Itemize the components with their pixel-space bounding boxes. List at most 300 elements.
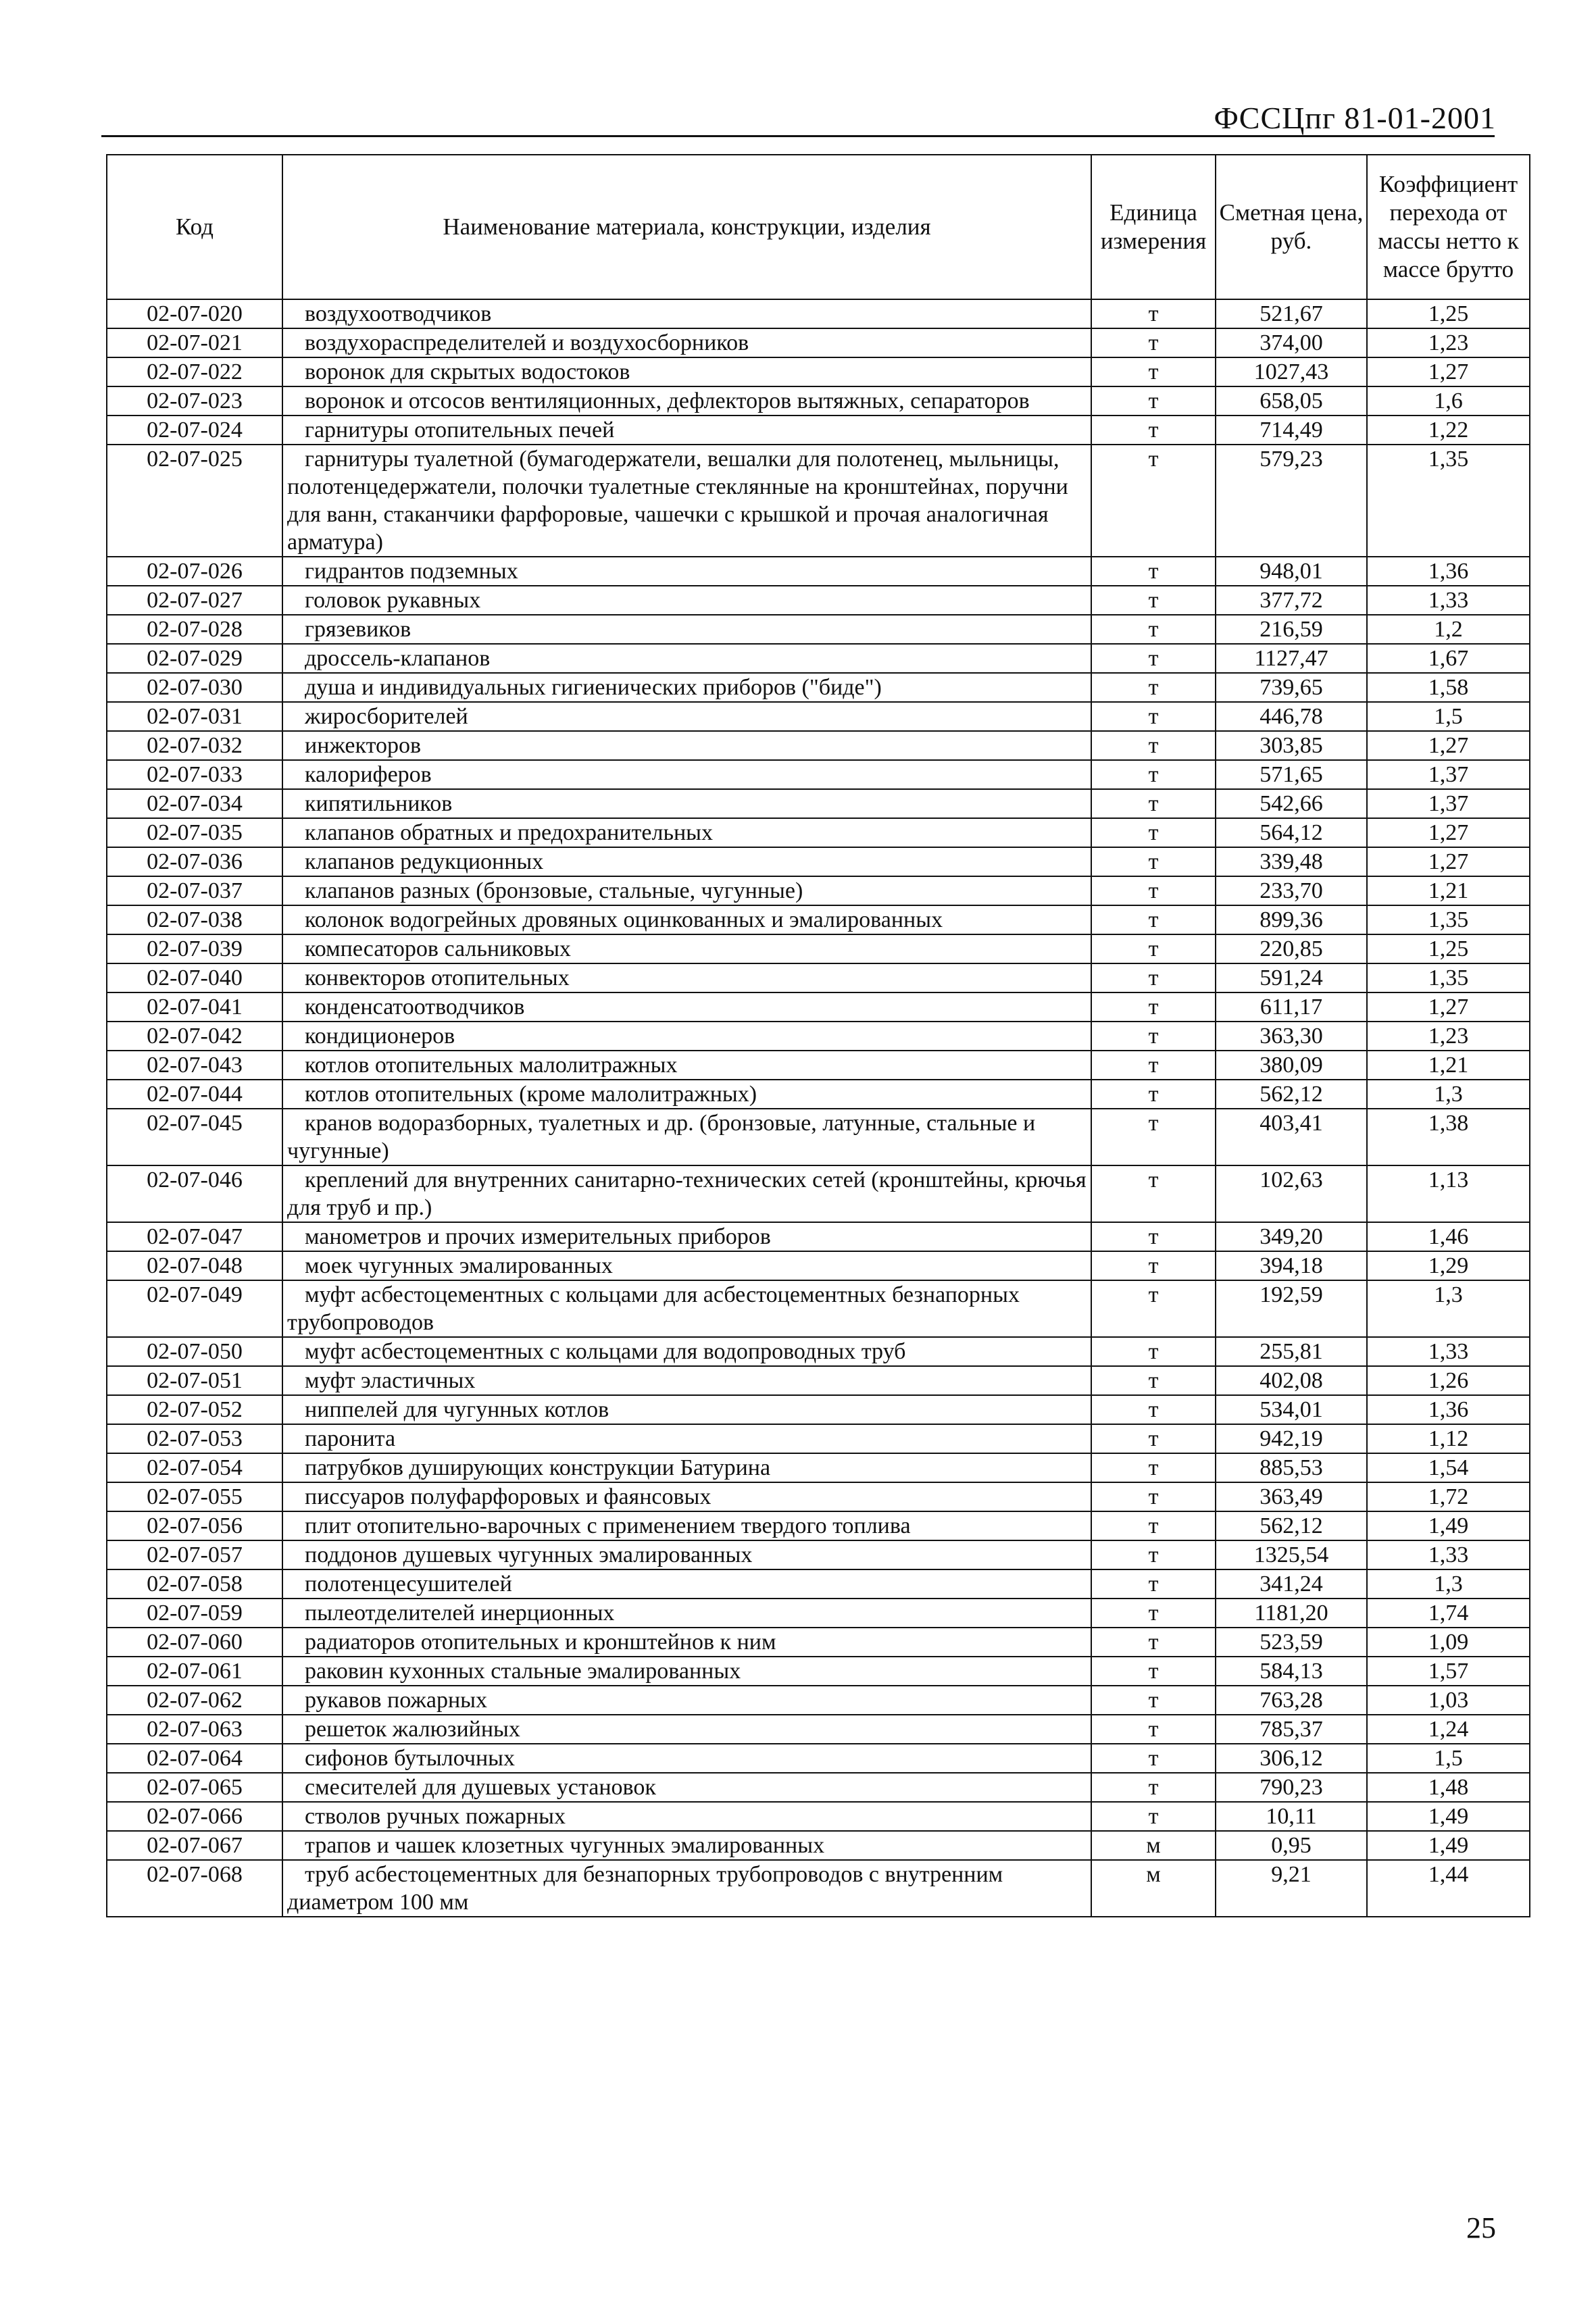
row-price: 1181,20 bbox=[1216, 1599, 1367, 1628]
row-name: клапанов разных (бронзовые, стальные, чугунные) bbox=[282, 876, 1091, 905]
table-row bbox=[107, 615, 1530, 644]
row-name: котлов отопительных (кроме малолитражных) bbox=[282, 1080, 1091, 1109]
row-coefficient: 1,25 bbox=[1367, 299, 1530, 328]
row-code: 02-07-062 bbox=[107, 1686, 282, 1715]
row-coefficient: 1,36 bbox=[1367, 1395, 1530, 1424]
row-name: трапов и чашек клозетных чугунных эмалированных bbox=[282, 1831, 1091, 1860]
table-row bbox=[107, 1109, 1530, 1165]
row-coefficient: 1,13 bbox=[1367, 1165, 1530, 1222]
row-price: 233,70 bbox=[1216, 876, 1367, 905]
row-unit: т bbox=[1091, 1511, 1216, 1540]
row-price: 579,23 bbox=[1216, 445, 1367, 557]
row-price: 216,59 bbox=[1216, 615, 1367, 644]
row-name: радиаторов отопительных и кронштейнов к ним bbox=[282, 1628, 1091, 1657]
table-row bbox=[107, 760, 1530, 789]
row-coefficient: 1,48 bbox=[1367, 1773, 1530, 1802]
row-name: кранов водоразборных, туалетных и др. (бронзовые, латунные, стальные и чугунные) bbox=[282, 1109, 1091, 1165]
table-row bbox=[107, 1540, 1530, 1569]
row-price: 1325,54 bbox=[1216, 1540, 1367, 1569]
row-price: 363,30 bbox=[1216, 1022, 1367, 1051]
row-name: воронок и отсосов вентиляционных, дефлекторов вытяжных, сепараторов bbox=[282, 386, 1091, 416]
table-row bbox=[107, 1686, 1530, 1715]
table-row bbox=[107, 934, 1530, 963]
row-code: 02-07-021 bbox=[107, 328, 282, 357]
table-row bbox=[107, 1599, 1530, 1628]
row-coefficient: 1,27 bbox=[1367, 357, 1530, 386]
table-row bbox=[107, 1744, 1530, 1773]
table-row bbox=[107, 847, 1530, 876]
row-price: 374,00 bbox=[1216, 328, 1367, 357]
row-name: стволов ручных пожарных bbox=[282, 1802, 1091, 1831]
row-price: 402,08 bbox=[1216, 1366, 1367, 1395]
row-name: полотенцесушителей bbox=[282, 1569, 1091, 1599]
row-name: конвекторов отопительных bbox=[282, 963, 1091, 992]
table-row bbox=[107, 818, 1530, 847]
row-coefficient: 1,74 bbox=[1367, 1599, 1530, 1628]
row-code: 02-07-026 bbox=[107, 557, 282, 586]
row-coefficient: 1,49 bbox=[1367, 1511, 1530, 1540]
row-coefficient: 1,24 bbox=[1367, 1715, 1530, 1744]
row-coefficient: 1,23 bbox=[1367, 1022, 1530, 1051]
row-code: 02-07-067 bbox=[107, 1831, 282, 1860]
row-code: 02-07-051 bbox=[107, 1366, 282, 1395]
table-row bbox=[107, 1222, 1530, 1251]
row-name: дроссель-клапанов bbox=[282, 644, 1091, 673]
table-row bbox=[107, 299, 1530, 328]
row-coefficient: 1,33 bbox=[1367, 586, 1530, 615]
row-name: калориферов bbox=[282, 760, 1091, 789]
row-price: 763,28 bbox=[1216, 1686, 1367, 1715]
row-price: 403,41 bbox=[1216, 1109, 1367, 1165]
row-unit: т bbox=[1091, 905, 1216, 934]
row-unit: т bbox=[1091, 386, 1216, 416]
row-coefficient: 1,57 bbox=[1367, 1657, 1530, 1686]
row-unit: т bbox=[1091, 1686, 1216, 1715]
row-code: 02-07-057 bbox=[107, 1540, 282, 1569]
row-coefficient: 1,35 bbox=[1367, 905, 1530, 934]
table-row bbox=[107, 702, 1530, 731]
row-price: 9,21 bbox=[1216, 1860, 1367, 1917]
table-row bbox=[107, 586, 1530, 615]
row-unit: т bbox=[1091, 1802, 1216, 1831]
row-unit: т bbox=[1091, 731, 1216, 760]
row-code: 02-07-037 bbox=[107, 876, 282, 905]
row-name: писсуаров полуфарфоровых и фаянсовых bbox=[282, 1482, 1091, 1511]
row-unit: т bbox=[1091, 1022, 1216, 1051]
row-unit: т bbox=[1091, 1222, 1216, 1251]
row-price: 380,09 bbox=[1216, 1051, 1367, 1080]
table-row bbox=[107, 1337, 1530, 1366]
row-code: 02-07-049 bbox=[107, 1280, 282, 1337]
row-code: 02-07-064 bbox=[107, 1744, 282, 1773]
table-row bbox=[107, 1080, 1530, 1109]
row-coefficient: 1,49 bbox=[1367, 1802, 1530, 1831]
row-price: 611,17 bbox=[1216, 992, 1367, 1022]
row-unit: т bbox=[1091, 1744, 1216, 1773]
row-code: 02-07-030 bbox=[107, 673, 282, 702]
row-coefficient: 1,27 bbox=[1367, 992, 1530, 1022]
row-unit: т bbox=[1091, 1773, 1216, 1802]
row-price: 523,59 bbox=[1216, 1628, 1367, 1657]
row-unit: т bbox=[1091, 615, 1216, 644]
row-unit: т bbox=[1091, 1051, 1216, 1080]
row-coefficient: 1,26 bbox=[1367, 1366, 1530, 1395]
row-code: 02-07-025 bbox=[107, 445, 282, 557]
row-price: 349,20 bbox=[1216, 1222, 1367, 1251]
row-coefficient: 1,49 bbox=[1367, 1831, 1530, 1860]
row-code: 02-07-061 bbox=[107, 1657, 282, 1686]
row-price: 534,01 bbox=[1216, 1395, 1367, 1424]
table-row bbox=[107, 1715, 1530, 1744]
row-name: муфт эластичных bbox=[282, 1366, 1091, 1395]
row-coefficient: 1,3 bbox=[1367, 1569, 1530, 1599]
table-row bbox=[107, 905, 1530, 934]
row-price: 255,81 bbox=[1216, 1337, 1367, 1366]
column-header-coefficient: Коэффициент перехода от массы нетто к массе брутто bbox=[1367, 155, 1530, 299]
row-price: 377,72 bbox=[1216, 586, 1367, 615]
row-code: 02-07-034 bbox=[107, 789, 282, 818]
row-coefficient: 1,67 bbox=[1367, 644, 1530, 673]
row-code: 02-07-043 bbox=[107, 1051, 282, 1080]
row-unit: т bbox=[1091, 1424, 1216, 1453]
row-name: инжекторов bbox=[282, 731, 1091, 760]
row-code: 02-07-038 bbox=[107, 905, 282, 934]
table-row bbox=[107, 1482, 1530, 1511]
row-name: раковин кухонных стальные эмалированных bbox=[282, 1657, 1091, 1686]
row-unit: т bbox=[1091, 1599, 1216, 1628]
row-price: 658,05 bbox=[1216, 386, 1367, 416]
row-code: 02-07-041 bbox=[107, 992, 282, 1022]
row-coefficient: 1,35 bbox=[1367, 963, 1530, 992]
row-code: 02-07-050 bbox=[107, 1337, 282, 1366]
row-price: 542,66 bbox=[1216, 789, 1367, 818]
row-code: 02-07-048 bbox=[107, 1251, 282, 1280]
row-price: 899,36 bbox=[1216, 905, 1367, 934]
row-name: ниппелей для чугунных котлов bbox=[282, 1395, 1091, 1424]
row-unit: т bbox=[1091, 644, 1216, 673]
row-coefficient: 1,21 bbox=[1367, 876, 1530, 905]
row-unit: т bbox=[1091, 760, 1216, 789]
row-coefficient: 1,09 bbox=[1367, 1628, 1530, 1657]
row-name: поддонов душевых чугунных эмалированных bbox=[282, 1540, 1091, 1569]
row-name: колонок водогрейных дровяных оцинкованных и эмалированных bbox=[282, 905, 1091, 934]
row-name: конденсатоотводчиков bbox=[282, 992, 1091, 1022]
row-name: плит отопительно-варочных с применением твердого топлива bbox=[282, 1511, 1091, 1540]
row-code: 02-07-065 bbox=[107, 1773, 282, 1802]
row-name: решеток жалюзийных bbox=[282, 1715, 1091, 1744]
row-price: 10,11 bbox=[1216, 1802, 1367, 1831]
row-name: кондиционеров bbox=[282, 1022, 1091, 1051]
row-coefficient: 1,6 bbox=[1367, 386, 1530, 416]
row-name: клапанов редукционных bbox=[282, 847, 1091, 876]
row-code: 02-07-054 bbox=[107, 1453, 282, 1482]
row-code: 02-07-039 bbox=[107, 934, 282, 963]
table-header-row bbox=[107, 155, 1530, 299]
row-name: воздухораспределителей и воздухосборников bbox=[282, 328, 1091, 357]
row-price: 564,12 bbox=[1216, 818, 1367, 847]
row-coefficient: 1,72 bbox=[1367, 1482, 1530, 1511]
row-unit: м bbox=[1091, 1860, 1216, 1917]
table-row bbox=[107, 1802, 1530, 1831]
table-row bbox=[107, 1831, 1530, 1860]
row-code: 02-07-035 bbox=[107, 818, 282, 847]
row-code: 02-07-068 bbox=[107, 1860, 282, 1917]
row-unit: т bbox=[1091, 963, 1216, 992]
row-coefficient: 1,54 bbox=[1367, 1453, 1530, 1482]
row-code: 02-07-042 bbox=[107, 1022, 282, 1051]
row-coefficient: 1,22 bbox=[1367, 416, 1530, 445]
row-name: смесителей для душевых установок bbox=[282, 1773, 1091, 1802]
row-name: воздухоотводчиков bbox=[282, 299, 1091, 328]
row-price: 584,13 bbox=[1216, 1657, 1367, 1686]
table-row bbox=[107, 445, 1530, 557]
table-row bbox=[107, 386, 1530, 416]
row-code: 02-07-031 bbox=[107, 702, 282, 731]
row-code: 02-07-046 bbox=[107, 1165, 282, 1222]
row-unit: т bbox=[1091, 1657, 1216, 1686]
row-price: 394,18 bbox=[1216, 1251, 1367, 1280]
table-row bbox=[107, 1657, 1530, 1686]
table-row bbox=[107, 557, 1530, 586]
row-name: манометров и прочих измерительных приборов bbox=[282, 1222, 1091, 1251]
table-body bbox=[107, 299, 1530, 1917]
row-coefficient: 1,44 bbox=[1367, 1860, 1530, 1917]
table-row bbox=[107, 1628, 1530, 1657]
table-row bbox=[107, 1165, 1530, 1222]
row-unit: т bbox=[1091, 1395, 1216, 1424]
row-coefficient: 1,58 bbox=[1367, 673, 1530, 702]
column-header-price: Сметная цена, руб. bbox=[1216, 155, 1367, 299]
row-name: муфт асбестоцементных с кольцами для асбестоцементных безнапорных трубопроводов bbox=[282, 1280, 1091, 1337]
column-header-code: Код bbox=[107, 155, 282, 299]
row-price: 562,12 bbox=[1216, 1511, 1367, 1540]
row-coefficient: 1,25 bbox=[1367, 934, 1530, 963]
row-price: 341,24 bbox=[1216, 1569, 1367, 1599]
row-code: 02-07-047 bbox=[107, 1222, 282, 1251]
row-code: 02-07-020 bbox=[107, 299, 282, 328]
row-unit: т bbox=[1091, 789, 1216, 818]
row-code: 02-07-029 bbox=[107, 644, 282, 673]
row-name: гарнитуры отопительных печей bbox=[282, 416, 1091, 445]
row-code: 02-07-056 bbox=[107, 1511, 282, 1540]
row-code: 02-07-024 bbox=[107, 416, 282, 445]
table-row bbox=[107, 1051, 1530, 1080]
row-coefficient: 1,36 bbox=[1367, 557, 1530, 586]
row-coefficient: 1,35 bbox=[1367, 445, 1530, 557]
row-code: 02-07-058 bbox=[107, 1569, 282, 1599]
row-unit: т bbox=[1091, 1337, 1216, 1366]
materials-price-table bbox=[106, 154, 1530, 1917]
row-coefficient: 1,5 bbox=[1367, 1744, 1530, 1773]
page-number: 25 bbox=[1466, 2211, 1496, 2244]
row-name: кипятильников bbox=[282, 789, 1091, 818]
table-row bbox=[107, 1424, 1530, 1453]
row-unit: т bbox=[1091, 586, 1216, 615]
row-code: 02-07-063 bbox=[107, 1715, 282, 1744]
row-coefficient: 1,33 bbox=[1367, 1540, 1530, 1569]
table-row bbox=[107, 1511, 1530, 1540]
row-code: 02-07-052 bbox=[107, 1395, 282, 1424]
row-coefficient: 1,37 bbox=[1367, 789, 1530, 818]
row-code: 02-07-053 bbox=[107, 1424, 282, 1453]
row-code: 02-07-045 bbox=[107, 1109, 282, 1165]
row-unit: т bbox=[1091, 1628, 1216, 1657]
row-price: 1127,47 bbox=[1216, 644, 1367, 673]
row-name: моек чугунных эмалированных bbox=[282, 1251, 1091, 1280]
table-row bbox=[107, 328, 1530, 357]
row-name: сифонов бутылочных bbox=[282, 1744, 1091, 1773]
table-row bbox=[107, 357, 1530, 386]
column-header-unit: Единица измерения bbox=[1091, 155, 1216, 299]
row-coefficient: 1,3 bbox=[1367, 1080, 1530, 1109]
row-unit: т bbox=[1091, 1165, 1216, 1222]
header-rule bbox=[101, 135, 1495, 137]
row-name: пылеотделителей инерционных bbox=[282, 1599, 1091, 1628]
row-code: 02-07-066 bbox=[107, 1802, 282, 1831]
row-name: патрубков душирующих конструкции Батурина bbox=[282, 1453, 1091, 1482]
row-unit: т bbox=[1091, 557, 1216, 586]
row-price: 790,23 bbox=[1216, 1773, 1367, 1802]
row-name: рукавов пожарных bbox=[282, 1686, 1091, 1715]
row-coefficient: 1,5 bbox=[1367, 702, 1530, 731]
row-coefficient: 1,03 bbox=[1367, 1686, 1530, 1715]
row-coefficient: 1,2 bbox=[1367, 615, 1530, 644]
table-row bbox=[107, 1453, 1530, 1482]
row-price: 562,12 bbox=[1216, 1080, 1367, 1109]
row-price: 948,01 bbox=[1216, 557, 1367, 586]
table-row bbox=[107, 1569, 1530, 1599]
row-code: 02-07-040 bbox=[107, 963, 282, 992]
row-name: гарнитуры туалетной (бумагодержатели, вешалки для полотенец, мыльницы, полотенцедержатели, полочки туалетные стеклянные на кронштейнах, поручни для ванн, стаканчики фарфоровые, чашечки с крышкой и прочая аналогичная арматура) bbox=[282, 445, 1091, 557]
row-price: 714,49 bbox=[1216, 416, 1367, 445]
row-code: 02-07-060 bbox=[107, 1628, 282, 1657]
row-unit: т bbox=[1091, 1080, 1216, 1109]
row-code: 02-07-027 bbox=[107, 586, 282, 615]
table-row bbox=[107, 1773, 1530, 1802]
row-unit: т bbox=[1091, 876, 1216, 905]
table-row bbox=[107, 1280, 1530, 1337]
table-row bbox=[107, 416, 1530, 445]
row-price: 1027,43 bbox=[1216, 357, 1367, 386]
row-code: 02-07-028 bbox=[107, 615, 282, 644]
table-row bbox=[107, 1366, 1530, 1395]
row-unit: т bbox=[1091, 702, 1216, 731]
row-price: 303,85 bbox=[1216, 731, 1367, 760]
row-unit: т bbox=[1091, 934, 1216, 963]
row-unit: т bbox=[1091, 1482, 1216, 1511]
row-unit: т bbox=[1091, 1280, 1216, 1337]
row-name: креплений для внутренних санитарно-технических сетей (кронштейны, крючья для труб и пр.) bbox=[282, 1165, 1091, 1222]
row-coefficient: 1,27 bbox=[1367, 818, 1530, 847]
row-unit: т bbox=[1091, 445, 1216, 557]
row-price: 785,37 bbox=[1216, 1715, 1367, 1744]
row-unit: т bbox=[1091, 1715, 1216, 1744]
row-name: душа и индивидуальных гигиенических приборов ("биде") bbox=[282, 673, 1091, 702]
row-name: головок рукавных bbox=[282, 586, 1091, 615]
row-name: гидрантов подземных bbox=[282, 557, 1091, 586]
row-unit: т bbox=[1091, 357, 1216, 386]
row-coefficient: 1,3 bbox=[1367, 1280, 1530, 1337]
row-code: 02-07-059 bbox=[107, 1599, 282, 1628]
row-code: 02-07-023 bbox=[107, 386, 282, 416]
row-coefficient: 1,38 bbox=[1367, 1109, 1530, 1165]
table-row bbox=[107, 644, 1530, 673]
table-row bbox=[107, 731, 1530, 760]
row-unit: т bbox=[1091, 1540, 1216, 1569]
row-code: 02-07-055 bbox=[107, 1482, 282, 1511]
row-price: 591,24 bbox=[1216, 963, 1367, 992]
row-unit: т bbox=[1091, 328, 1216, 357]
row-price: 363,49 bbox=[1216, 1482, 1367, 1511]
row-unit: т bbox=[1091, 416, 1216, 445]
row-code: 02-07-033 bbox=[107, 760, 282, 789]
row-price: 739,65 bbox=[1216, 673, 1367, 702]
row-coefficient: 1,27 bbox=[1367, 847, 1530, 876]
row-name: труб асбестоцементных для безнапорных трубопроводов с внутренним диаметром 100 мм bbox=[282, 1860, 1091, 1917]
row-price: 521,67 bbox=[1216, 299, 1367, 328]
row-unit: т bbox=[1091, 1109, 1216, 1165]
table-row bbox=[107, 1395, 1530, 1424]
table-row bbox=[107, 963, 1530, 992]
row-coefficient: 1,33 bbox=[1367, 1337, 1530, 1366]
row-unit: т bbox=[1091, 1251, 1216, 1280]
row-code: 02-07-022 bbox=[107, 357, 282, 386]
row-unit: т bbox=[1091, 992, 1216, 1022]
row-price: 571,65 bbox=[1216, 760, 1367, 789]
document-code: ФССЦпг 81-01-2001 bbox=[1214, 101, 1496, 135]
row-code: 02-07-044 bbox=[107, 1080, 282, 1109]
row-price: 0,95 bbox=[1216, 1831, 1367, 1860]
row-unit: т bbox=[1091, 1453, 1216, 1482]
table-row bbox=[107, 992, 1530, 1022]
row-coefficient: 1,37 bbox=[1367, 760, 1530, 789]
row-coefficient: 1,23 bbox=[1367, 328, 1530, 357]
row-name: клапанов обратных и предохранительных bbox=[282, 818, 1091, 847]
row-price: 192,59 bbox=[1216, 1280, 1367, 1337]
row-unit: т bbox=[1091, 673, 1216, 702]
table-row bbox=[107, 673, 1530, 702]
row-unit: т bbox=[1091, 299, 1216, 328]
row-coefficient: 1,29 bbox=[1367, 1251, 1530, 1280]
table-row bbox=[107, 1251, 1530, 1280]
row-price: 942,19 bbox=[1216, 1424, 1367, 1453]
row-name: компесаторов сальниковых bbox=[282, 934, 1091, 963]
row-coefficient: 1,46 bbox=[1367, 1222, 1530, 1251]
row-price: 446,78 bbox=[1216, 702, 1367, 731]
row-price: 220,85 bbox=[1216, 934, 1367, 963]
row-coefficient: 1,27 bbox=[1367, 731, 1530, 760]
table-row bbox=[107, 1860, 1530, 1917]
row-price: 102,63 bbox=[1216, 1165, 1367, 1222]
row-name: паронита bbox=[282, 1424, 1091, 1453]
table-row bbox=[107, 876, 1530, 905]
row-name: котлов отопительных малолитражных bbox=[282, 1051, 1091, 1080]
row-unit: т bbox=[1091, 818, 1216, 847]
row-price: 885,53 bbox=[1216, 1453, 1367, 1482]
row-unit: т bbox=[1091, 847, 1216, 876]
row-coefficient: 1,21 bbox=[1367, 1051, 1530, 1080]
row-coefficient: 1,12 bbox=[1367, 1424, 1530, 1453]
row-name: грязевиков bbox=[282, 615, 1091, 644]
row-name: жиросборителей bbox=[282, 702, 1091, 731]
row-code: 02-07-032 bbox=[107, 731, 282, 760]
row-unit: т bbox=[1091, 1366, 1216, 1395]
table-row bbox=[107, 1022, 1530, 1051]
row-unit: т bbox=[1091, 1569, 1216, 1599]
row-name: воронок для скрытых водостоков bbox=[282, 357, 1091, 386]
row-name: муфт асбестоцементных с кольцами для водопроводных труб bbox=[282, 1337, 1091, 1366]
row-unit: м bbox=[1091, 1831, 1216, 1860]
